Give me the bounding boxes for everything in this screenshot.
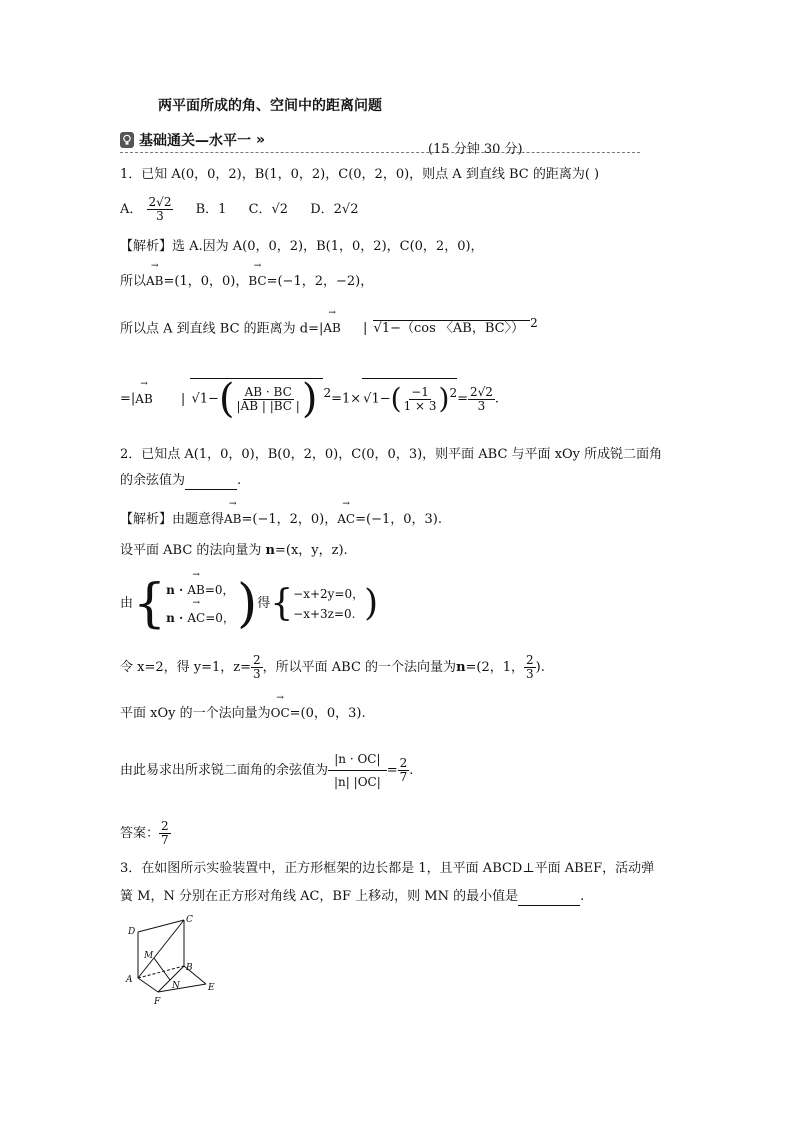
q1-solution-line4: =|→ AB | √1−( $\frac{AB \cdot BC}{|AB | |BC |}$ ) $^2$=1× √1−( $\frac{-1}{1 \times 3}$ )$^2$= $\frac{2√2}{3}$ . xyxy=(120,378,499,419)
q2-let-frac xyxy=(251,654,263,681)
q2-cos-rden: 7 xyxy=(399,770,408,784)
q2-sol1-pre: 【解析】由题意得 xyxy=(120,512,225,527)
q2-let-mid: ，所以平面 ABC 的一个法向量为 xyxy=(262,659,457,675)
q1-options xyxy=(120,196,358,223)
q2-solution-line2 xyxy=(120,542,348,560)
q3-figure xyxy=(118,912,228,1008)
q2-xoy-oc: → OC xyxy=(271,704,290,722)
q2-let-n: n xyxy=(456,659,466,675)
label-c: C xyxy=(186,915,193,925)
q3-stem-line1: 3．在如图所示实验装置中，正方形框架的边长都是 1，且平面 ABCD⊥平面 ABEF，活动弹 xyxy=(120,861,655,876)
q2-sys-l2-pre: n · xyxy=(166,611,188,625)
q2-ans-frac xyxy=(159,820,171,847)
q2-sys-l1-pre: n · xyxy=(166,583,188,597)
q2-cos-result xyxy=(398,757,410,784)
q1-option-c: C．√2 xyxy=(248,202,289,217)
q1-sol3-exp: 2 xyxy=(530,316,538,330)
q2-sys-left xyxy=(166,581,235,627)
q1-sol4-frac2 xyxy=(402,386,439,413)
q1-sol2-pre: 所以 xyxy=(120,274,147,289)
lightbulb-icon xyxy=(120,132,134,148)
q2-sol2-end: =(x，y，z). xyxy=(274,543,348,558)
q2-sys-from: 由 xyxy=(120,596,134,611)
q2-stem-line2: 的余弦值为 . xyxy=(120,473,242,488)
q1-vec-ab: → AB xyxy=(146,272,163,290)
q2-sol2-n: n xyxy=(265,543,275,558)
q1-sol2-end: =(−1，2，−2)， xyxy=(266,274,374,289)
q1-option-b: B．1 xyxy=(195,202,227,217)
section-label: 基础通关—水平一 xyxy=(139,133,251,149)
q2-let-vec: =(2，1， xyxy=(465,659,525,675)
q2-cos-eq: = xyxy=(386,762,398,778)
edge-dc xyxy=(138,920,184,932)
q2-let-num: 2 xyxy=(253,653,261,667)
q2-sol2-pre: 设平面 ABC 的法向量为 xyxy=(120,543,266,558)
q1-sol4-res-num: 2√2 xyxy=(470,384,493,399)
q1-sol4-radical: √1−( $\frac{AB \cdot BC}{|AB | |BC |}$ ) xyxy=(190,378,323,419)
q1-sol4-den2: 1 × 3 xyxy=(403,398,437,413)
q2-cos-rnum: 2 xyxy=(399,756,408,770)
q2-stem-line1: 2．已知点 A(1，0，0)，B(0，2，0)，C(0，0，3)，则平面 ABC 与平面 xOy 所成锐二面角 xyxy=(120,447,663,462)
q1-sol4-res-den: 3 xyxy=(477,398,486,413)
q2-sys-right xyxy=(293,585,364,623)
q2-ans-label: 答案： xyxy=(120,825,160,841)
q2-sol1-end: =(−1，0，3). xyxy=(355,512,442,527)
q1-sol4-one: 1− xyxy=(199,391,219,407)
q1-option-a-den: 3 xyxy=(156,209,164,223)
q3-stem-line2: 簧 M，N 分别在正方形对角线 AC，BF 上移动，则 MN 的最小值是 . xyxy=(120,889,585,904)
q1-sol4-radical2: √1−( $\frac{-1}{1 \times 3}$ )$^2$ xyxy=(362,378,457,419)
q1-sol3-vec-ab: → AB xyxy=(323,319,340,337)
q2-solution-let xyxy=(120,654,545,681)
q1-sol3-rad-content: 1−（cos 〈AB，BC〉） xyxy=(381,321,525,337)
q2-let-pre: 令 x=2，得 y=1，z= xyxy=(120,659,252,675)
q1-sol4-eq: =1× xyxy=(331,391,362,407)
diagonal-ac xyxy=(138,920,184,978)
label-n: N xyxy=(172,981,180,991)
segment-mn xyxy=(154,958,170,980)
q1-sol4-frac xyxy=(235,386,302,413)
label-d: D xyxy=(128,927,136,937)
q3-stem2-text: 簧 M，N 分别在正方形对角线 AC，BF 上移动，则 MN 的最小值是 xyxy=(120,889,519,904)
q1-sol2-mid: =(1，0，0)， xyxy=(163,274,249,289)
label-f: F xyxy=(154,997,161,1007)
section-header xyxy=(120,130,265,150)
q1-sol4-num: AB · BC xyxy=(244,384,292,399)
q2-let-den: 3 xyxy=(253,667,261,681)
q1-sol4-result xyxy=(468,386,495,413)
q2-ans-num: 2 xyxy=(161,819,169,833)
q1-stem: 1．已知 A(0，0，2)，B(1，0，2)，C(0，2，0)，则点 A 到直线 BC 的距离为( ) xyxy=(120,167,600,182)
q2-cos-pre: 由此易求出所求锐二面角的余弦值为 xyxy=(120,762,329,778)
q1-sol4-pre: =| xyxy=(120,391,136,407)
q2-cos-num: |n · OC| xyxy=(328,748,386,771)
q1-sol3-radical: √1−（cos 〈AB，BC〉） xyxy=(373,320,531,336)
q2-answer xyxy=(120,820,171,847)
q2-vec-ac: → AC xyxy=(337,510,355,528)
q3-answer-blank xyxy=(518,891,580,906)
q2-system: 由 { n · → AB=0， n · → AC=0， ) 得 { −x+2y=0， −x+3z=0. ) xyxy=(120,578,378,630)
q2-cos-frac xyxy=(328,748,387,793)
q2-xoy-end: =(0，0，3). xyxy=(289,706,366,721)
q2-let-vnum: 2 xyxy=(526,653,534,667)
q2-solution-line1 xyxy=(120,510,442,529)
double-chevron-icon: » xyxy=(256,132,266,148)
label-e: E xyxy=(208,983,215,993)
q1-option-a-value xyxy=(147,196,174,223)
q2-solution-xoy xyxy=(120,704,366,723)
q1-option-a-prefix: A． xyxy=(120,202,143,217)
q1-sol4-vec-ab: → AB xyxy=(135,390,152,408)
q2-solution-cos: 由此易求出所求锐二面角的余弦值为 $\frac{|n \cdot OC|}{|n| |OC|}$ = $\frac{2}{7}$ . xyxy=(120,748,413,793)
q1-sol4-den: |AB | |BC | xyxy=(236,398,300,413)
label-m: M xyxy=(144,951,154,961)
q2-cos-den: |n| |OC| xyxy=(334,775,381,789)
q2-xoy-pre: 平面 xOy 的一个法向量为 xyxy=(120,706,271,721)
q1-solution-line2 xyxy=(120,272,373,291)
q1-vec-bc: → BC xyxy=(248,272,266,290)
q1-sol3-pre: 所以点 A 到直线 BC 的距离为 d=| xyxy=(120,321,324,337)
page-title: 两平面所成的角、空间中的距离问题 xyxy=(158,98,382,114)
q2-answer-blank xyxy=(185,475,237,490)
q2-sol1-mid: =(−1，2，0)， xyxy=(241,512,338,527)
q2-sys-l1-vec: → AB xyxy=(187,581,204,599)
edge-af xyxy=(138,978,158,992)
section-divider xyxy=(120,152,640,153)
q2-let-close: ). xyxy=(535,659,545,675)
q1-option-a-num: 2√2 xyxy=(148,195,172,209)
q2-let-vden: 3 xyxy=(526,667,534,681)
q2-sys-r1: −x+2y=0， xyxy=(293,587,365,601)
time-score: (15 分钟 30 分) xyxy=(428,142,523,157)
q1-solution-line1: 【解析】选 A.因为 A(0，0，2)，B(1，0，2)，C(0，2，0)， xyxy=(120,239,484,254)
label-a: A xyxy=(126,975,133,985)
q2-vec-ab: → AB xyxy=(224,510,241,528)
q2-sys-r2: −x+3z=0. xyxy=(293,607,356,621)
q2-ans-den: 7 xyxy=(161,833,169,847)
q2-sys-l2-vec: → AC xyxy=(187,609,205,627)
q1-option-d: D．2√2 xyxy=(310,202,359,217)
q1-sol4-num2: −1 xyxy=(411,384,429,399)
q1-solution-line3: 所以点 A 到直线 BC 的距离为 d=|→ AB | √1−（cos 〈AB，BC〉） $^2$ xyxy=(120,314,538,338)
q2-sys-l2-end: =0， xyxy=(205,611,235,625)
q1-sol4-exp: 2 xyxy=(323,386,332,401)
q2-let-vfrac xyxy=(524,654,536,681)
q1-sol4-one2: 1− xyxy=(371,391,391,407)
label-b: B xyxy=(186,963,193,973)
q2-sys-l1-end: =0， xyxy=(204,583,235,597)
q2-stem2-text: 的余弦值为 xyxy=(120,473,186,488)
q2-sys-get: 得 xyxy=(257,596,271,611)
